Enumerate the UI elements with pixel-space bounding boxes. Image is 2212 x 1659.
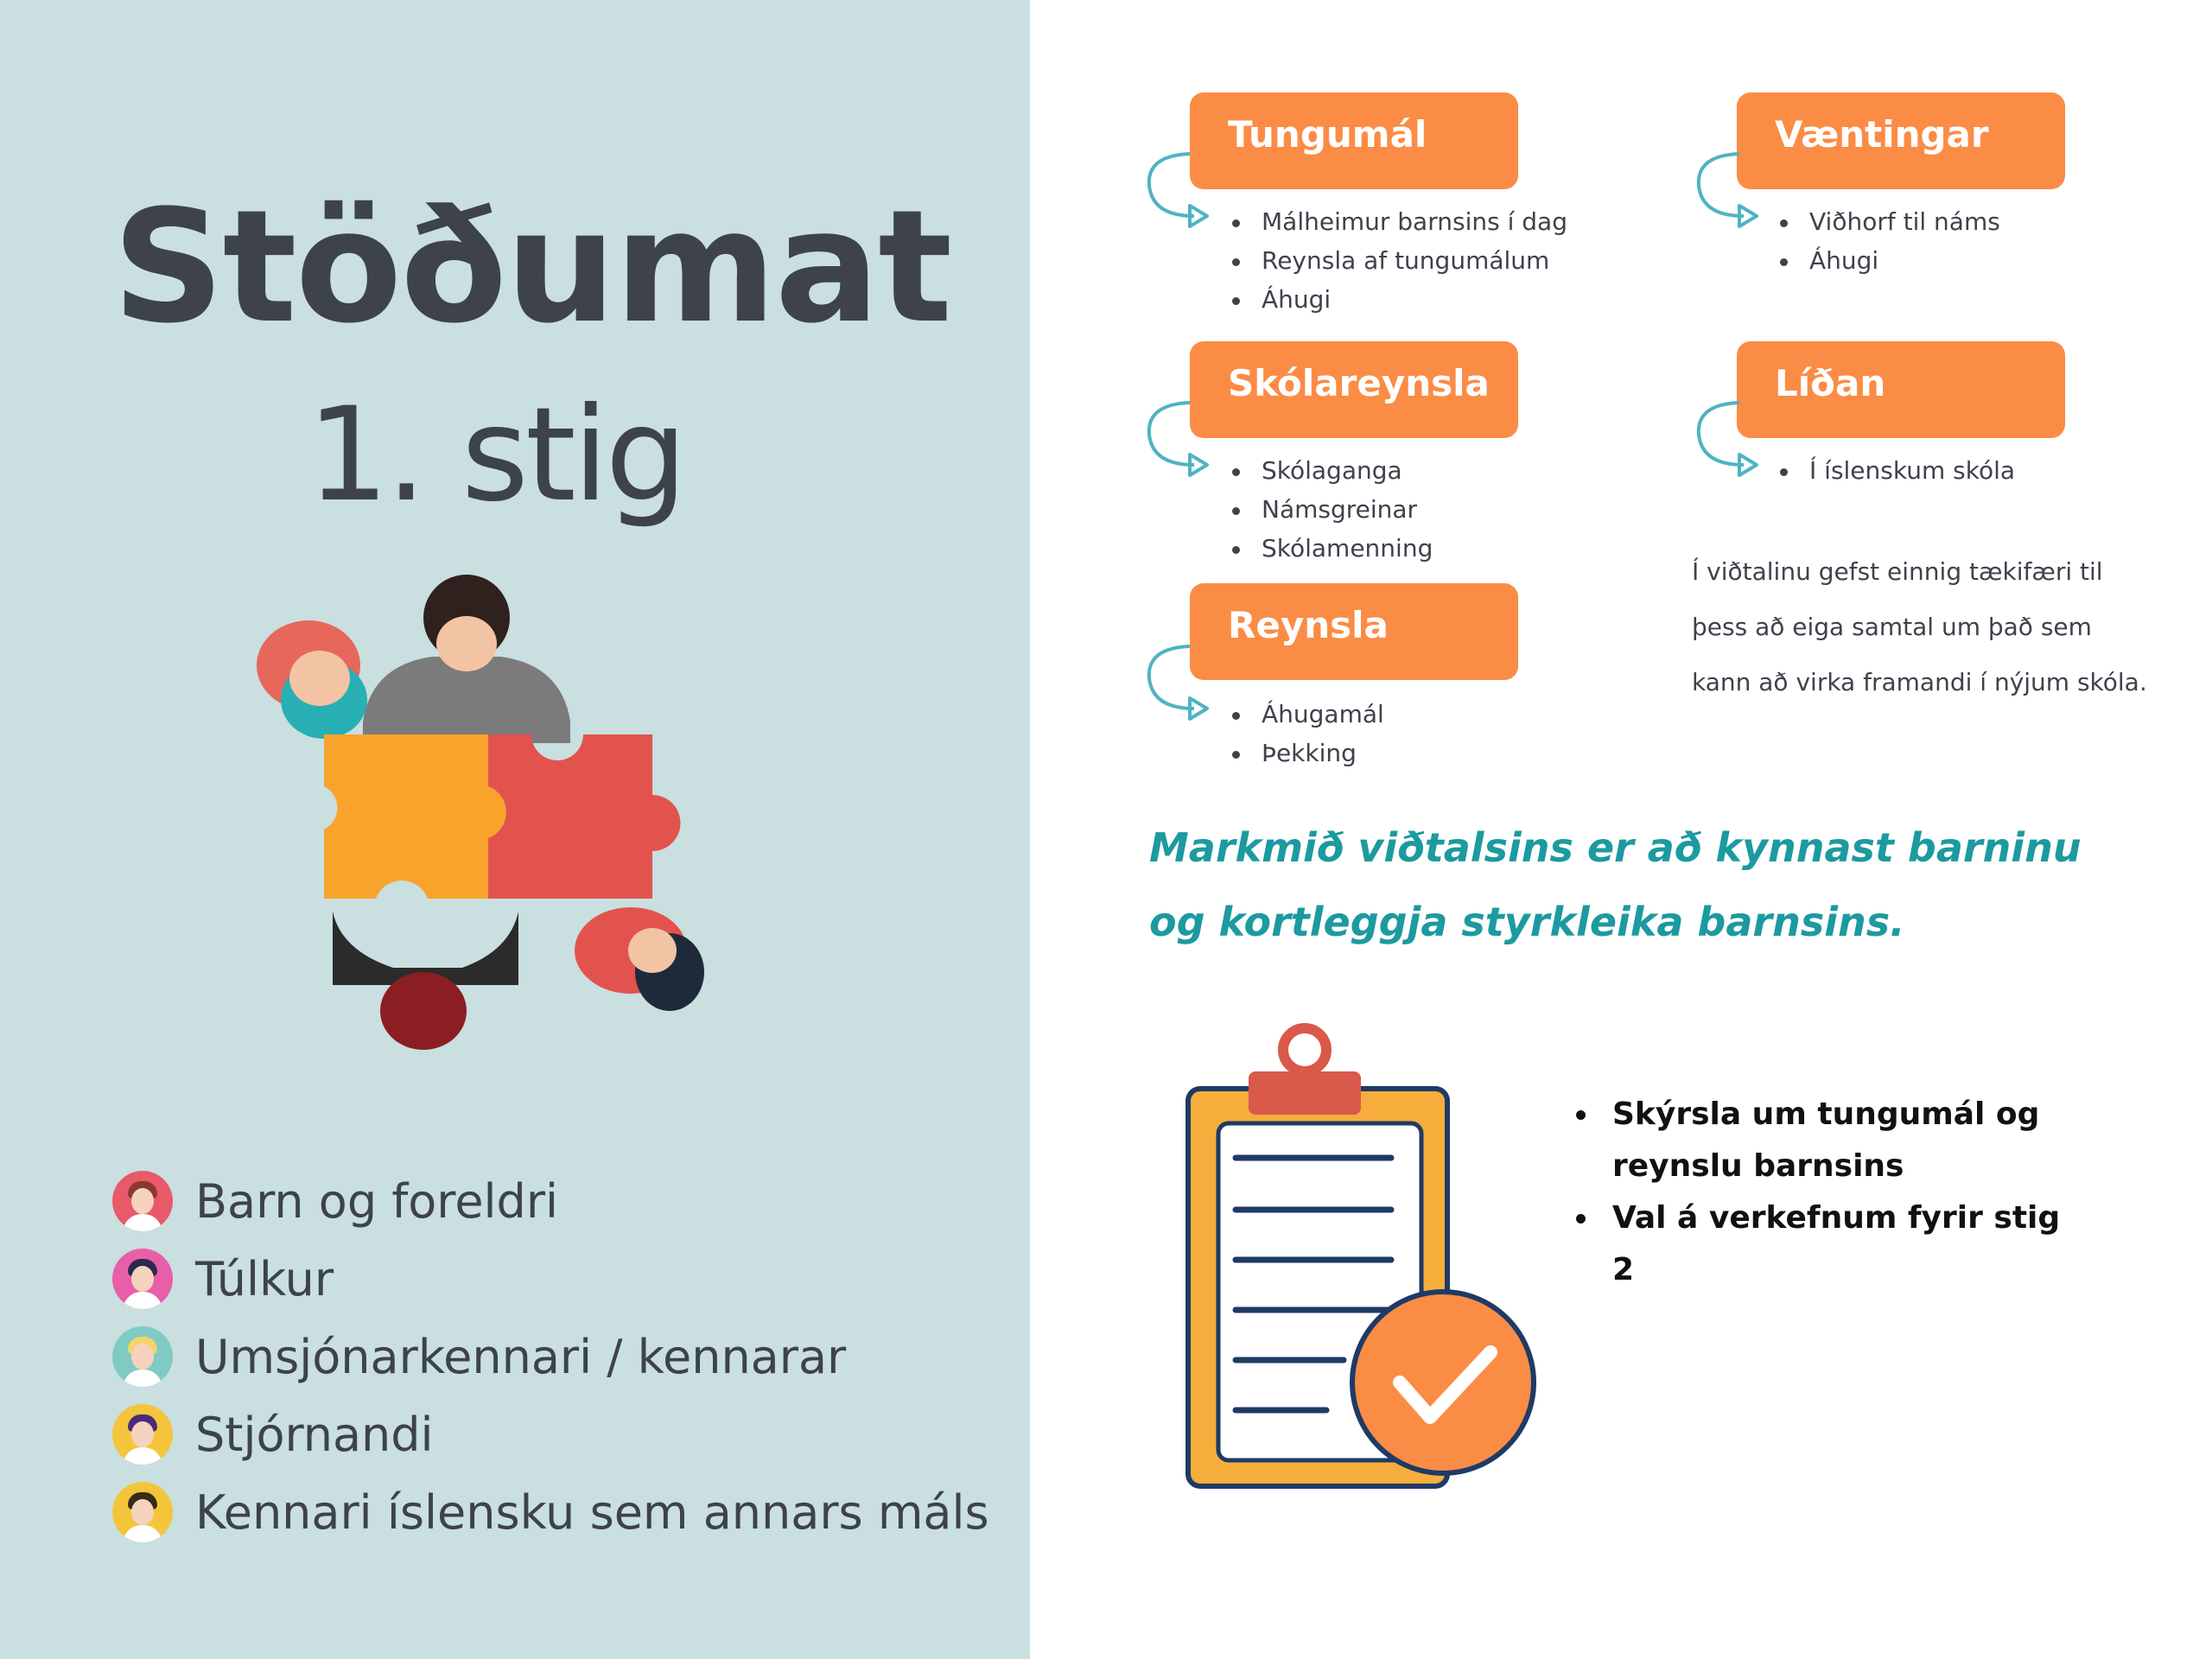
person-head (289, 651, 350, 706)
person-head (436, 616, 497, 671)
language-teacher-avatar-icon (112, 1482, 173, 1542)
topic-heading: Skólareynsla (1228, 362, 1490, 404)
topic-item: Áhugi (1225, 285, 1567, 324)
principal-avatar-icon (112, 1404, 173, 1465)
curved-arrow-icon (1692, 147, 1761, 233)
topic-card-lidan (1737, 341, 2065, 438)
topic-item: Þekking (1225, 739, 1384, 778)
participant-item (112, 1240, 989, 1318)
topic-item: Áhugamál (1225, 700, 1384, 739)
participant-label: Túlkur (195, 1251, 334, 1306)
page-title: Stöðumat (112, 177, 951, 358)
topic-item: Málheimur barnsins í dag (1225, 207, 1567, 246)
topic-card-reynsla (1190, 583, 1518, 680)
topic-heading: Væntingar (1775, 113, 1989, 156)
topic-list-reynsla (1225, 700, 1384, 778)
person-head (628, 928, 677, 973)
teacher-avatar-icon (112, 1326, 173, 1387)
topic-card-tungumal (1190, 92, 1518, 189)
topic-item: Áhugi (1773, 246, 2000, 285)
topic-heading: Líðan (1775, 362, 1886, 404)
participant-label: Umsjónarkennari / kennarar (195, 1329, 847, 1384)
participant-item (112, 1473, 989, 1551)
topic-card-vaentingar (1737, 92, 2065, 189)
result-list (1573, 1089, 2062, 1296)
curved-arrow-icon (1142, 396, 1211, 482)
left-panel (0, 0, 1030, 1659)
participant-label: Stjórnandi (195, 1407, 434, 1462)
interview-note: Í viðtalinu gefst einnig tækifæri til þess að eiga samtal um það sem kann að virka framandi í nýjum skóla. (1692, 557, 2147, 696)
curved-arrow-icon (1142, 147, 1211, 233)
topic-list-lidan (1773, 456, 2015, 495)
participant-label: Kennari íslensku sem annars máls (195, 1484, 989, 1540)
person-hair (380, 972, 467, 1050)
participant-item (112, 1395, 989, 1473)
topic-item: Skólaganga (1225, 456, 1433, 495)
team-puzzle-illustration (246, 570, 730, 1071)
topic-item: Í íslenskum skóla (1773, 456, 2015, 495)
puzzle-piece-red (488, 734, 681, 899)
clipboard-check-icon (1171, 1020, 1542, 1503)
result-item: Skýrsla um tungumál og reynslu barnsins (1573, 1089, 2062, 1192)
curved-arrow-icon (1692, 396, 1761, 482)
result-item: Val á verkefnum fyrir stig 2 (1573, 1192, 2062, 1296)
topic-heading: Reynsla (1228, 604, 1389, 646)
goal-statement: Markmið viðtalsins er að kynnast barninu og kortleggja styrkleika barnsins. (1149, 824, 2082, 945)
topic-list-vaentingar (1773, 207, 2000, 285)
participant-item (112, 1162, 989, 1240)
puzzle-piece-orange (324, 734, 506, 899)
participant-list (112, 1162, 989, 1551)
topic-heading: Tungumál (1228, 113, 1427, 156)
interpreter-avatar-icon (112, 1249, 173, 1309)
stage-subtitle: 1. stig (307, 380, 684, 531)
topic-item: Viðhorf til náms (1773, 207, 2000, 246)
topic-item: Skólamenning (1225, 534, 1433, 573)
participant-item (112, 1318, 989, 1395)
curved-arrow-icon (1142, 639, 1211, 726)
topic-list-tungumal (1225, 207, 1567, 324)
topic-item: Námsgreinar (1225, 495, 1433, 534)
child-parent-avatar-icon (112, 1171, 173, 1231)
participant-label: Barn og foreldri (195, 1173, 559, 1229)
topic-item: Reynsla af tungumálum (1225, 246, 1567, 285)
topic-list-skolareynsla (1225, 456, 1433, 573)
topic-card-skolareynsla (1190, 341, 1518, 438)
